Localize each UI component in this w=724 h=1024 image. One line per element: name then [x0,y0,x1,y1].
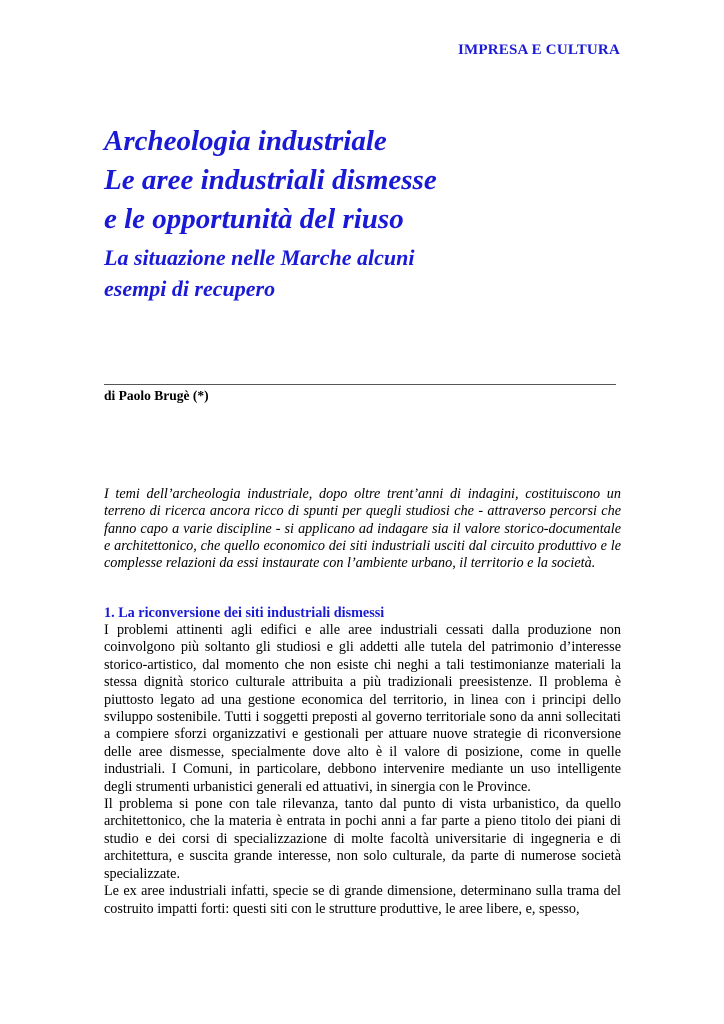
article-title [104,122,624,239]
title-line-3: e le opportunità del riuso [104,203,404,235]
body-paragraph: Il problema si pone con tale rilevanza, tanto dal punto di vista urbanistico, da quello architettonico, che la materia è entrata in pochi anni a far parte a pieno titolo dei piani di studio e dei corsi di specializzazione di molte facoltà universitarie di ingegneria e di architettura, e suscita grande interesse, non solo culturale, da parte di numerose società specializzate. [104,796,621,882]
abstract-paragraph: I temi dell’archeologia industriale, dopo oltre trent’anni di indagini, costituiscono un terreno di ricerca ancora ricco di spunti per quegli studiosi che - attraverso percorsi che fanno capo a varie discipline - si applicano ad indagare sia il valore storico-documentale e architettonico, che quello economico dei siti industriali usciti dal circuito produttivo e le complesse relazioni da essi instaurate con l’ambiente urbano, il territorio e la società. [104,486,621,572]
subtitle-line-1: La situazione nelle Marche alcuni [104,245,415,270]
section-body [104,622,621,918]
body-paragraph: I problemi attinenti agli edifici e alle aree industriali cessati dalla produzione non coinvolgono più soltanto gli studiosi e gli addetti alle tutela del patrimonio d’interesse storico-artistico, dal momento che non esiste chi neghi a tali testimonianze materiali la stessa dignità storico culturale attribuita a più tradizionali preesistenze. Il problema è piuttosto legato ad una gestione economica del territorio, in linea con i principi dello sviluppo sostenibile. Tutti i soggetti preposti al governo territoriale sono da anni sollecitati a compiere sforzi organizzativi e gestionali per attuare nuove strategie di riconversione delle aree dismesse, specialmente dove alto è il valore di posizione, come in quelle industriali. I Comuni, in particolare, debbono intervenire mediante un uso intelligente degli strumenti urbanistici generali ed attuativi, in sinergia con le Province. [104,622,621,795]
article-subtitle [104,242,624,304]
author-separator-line [104,384,616,385]
running-header: IMPRESA E CULTURA [457,42,620,58]
section-heading: 1. La riconversione dei siti industriali dismessi [104,605,385,621]
title-line-1: Archeologia industriale [104,125,387,157]
subtitle-line-2: esempi di recupero [104,276,276,301]
author-byline: di Paolo Brugè (*) [104,388,209,403]
body-paragraph: Le ex aree industriali infatti, specie se di grande dimensione, determinano sulla trama del costruito impatti forti: questi siti con le strutture produttive, le aree libere, e, spesso, [104,883,621,917]
title-line-2: Le aree industriali dismesse [104,164,437,196]
